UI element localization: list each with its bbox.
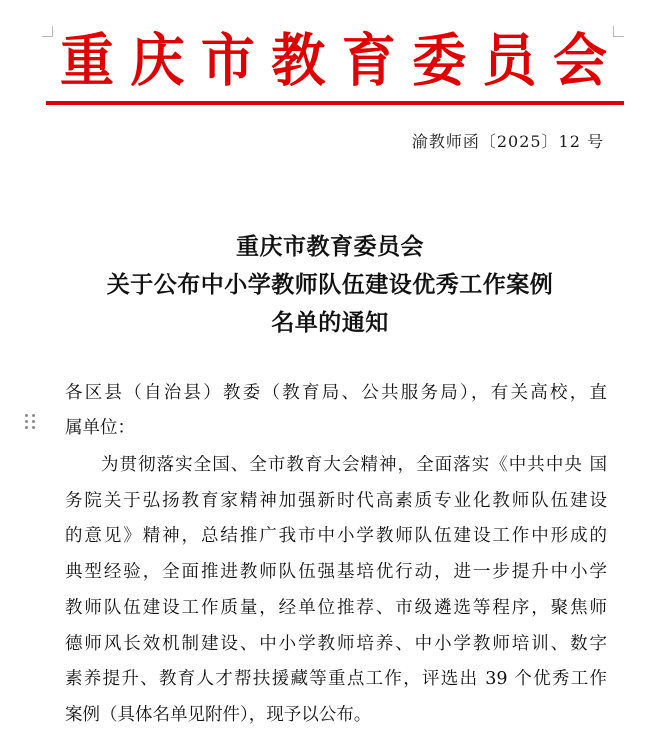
letterhead-title (46, 26, 621, 94)
letterhead-char: 育 (341, 26, 396, 94)
letterhead-char: 市 (200, 26, 255, 94)
document-number: 渝教师函〔2025〕12 号 (411, 132, 604, 151)
drag-handle-icon[interactable] (25, 414, 37, 432)
letterhead-red-rule (46, 101, 624, 105)
letterhead-char: 庆 (130, 26, 185, 94)
addressee-line-1: 各区县（自治县）教委（教育局、公共服务局），有关高校，直 (65, 383, 607, 403)
title-line-1: 重庆市教育委员会 (236, 234, 424, 260)
paragraph-line: 教师队伍建设工作质量，经单位推荐、市级遴选等程序，聚焦师 (65, 598, 607, 618)
paragraph-line: 案例（具体名单见附件），现予以公布。 (65, 705, 372, 725)
title-line-2: 关于公布中小学教师队伍建设优秀工作案例 (106, 272, 554, 298)
addressee-line-2: 属单位： (65, 418, 135, 438)
title-line-3: 名单的通知 (271, 310, 389, 336)
paragraph-line: 素养提升、教育人才帮扶援藏等重点工作，评选出 39 个优秀工作 (65, 669, 607, 689)
paragraph-line: 务院关于弘扬教育家精神加强新时代高素质专业化教师队伍建设 (65, 491, 607, 511)
paragraph-line: 德师风长效机制建设、中小学教师培养、中小学教师培训、数字 (65, 634, 607, 654)
paragraph-line: 的意见》精神，总结推广我市中小学教师队伍建设工作中形成的 (65, 526, 607, 546)
paragraph-line: 典型经验，全面推进教师队伍强基培优行动，进一步提升中小学 (65, 562, 607, 582)
letterhead-char: 会 (552, 26, 607, 94)
letterhead-char: 重 (60, 26, 114, 94)
letterhead-char: 员 (482, 26, 537, 94)
letterhead-char: 委 (412, 26, 467, 94)
letterhead-char: 教 (271, 26, 326, 94)
paragraph-line: 为贯彻落实全国、全市教育大会精神，全面落实《中共中央 国 (101, 455, 607, 475)
